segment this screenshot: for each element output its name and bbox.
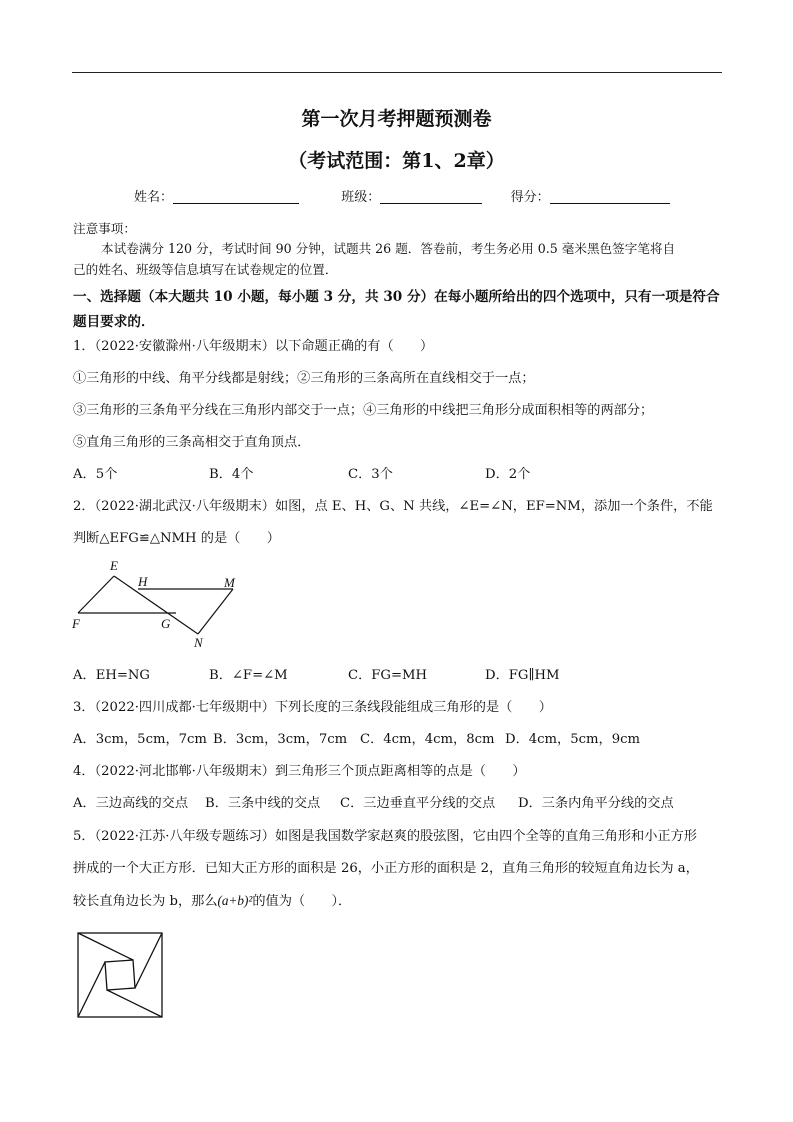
- exam-subtitle: （考试范围：第1、2章）: [288, 150, 505, 172]
- q2-option-a[interactable]: A．EH=NG: [73, 668, 150, 683]
- q4-stem: 4．（2022·河北邯郸·八年级期末）到三角形三个顶点距离相等的点是（ ）: [73, 764, 526, 779]
- q1-option-b[interactable]: B．4个: [209, 467, 254, 482]
- section-heading-line-1: 一、选择题（本大题共 10 小题，每小题 3 分，共 30 分）在每小题所给出的四个选项中，只有一项是符合: [73, 289, 720, 305]
- label-f: F: [72, 616, 80, 631]
- q3-stem: 3．（2022·四川成都·七年级期中）下列长度的三条线段能组成三角形的是（ ）: [73, 700, 552, 715]
- q5-line-3: [73, 890, 351, 909]
- q1-option-c[interactable]: C．3个: [348, 467, 393, 482]
- score-field[interactable]: [550, 189, 670, 204]
- q2-stem-line-1: 2．（2022·湖北武汉·八年级期末）如图，点 E、H、G、N 共线，∠E=∠N，EF=NM，添加一个条件，不能: [73, 499, 713, 514]
- class-label: 班级：: [341, 190, 381, 205]
- section-heading-line-2: 题目要求的．: [73, 314, 155, 330]
- q2-triangle-figure: [68, 556, 248, 651]
- student-info-row: [134, 186, 670, 205]
- q4-option-a[interactable]: A．三边高线的交点: [73, 796, 189, 811]
- name-field[interactable]: [173, 189, 299, 204]
- q1-stem: 1．（2022·安徽滁州·八年级期末）以下命题正确的有（ ）: [73, 339, 434, 354]
- q5-line-1: 5．（2022·江苏·八年级专题练习）如图是我国数学家赵爽的股弦图，它由四个全等的直角三角形和小正方形: [73, 829, 697, 844]
- label-n: N: [194, 635, 203, 650]
- label-m: M: [224, 575, 235, 590]
- q1-option-a[interactable]: A．5个: [73, 467, 118, 482]
- notes-heading: 注意事项：: [73, 221, 136, 236]
- q1-statement-1: ①三角形的中线、角平分线都是射线；②三角形的三条高所在直线相交于一点；: [73, 371, 535, 386]
- q4-option-b[interactable]: B．三条中线的交点: [205, 796, 321, 811]
- header-rule: [72, 72, 722, 73]
- class-field[interactable]: [380, 189, 482, 204]
- label-g: G: [161, 616, 171, 631]
- q1-statement-3: ⑤直角三角形的三条高相交于直角顶点．: [73, 435, 311, 450]
- q4-option-d[interactable]: D．三条内角平分线的交点: [518, 796, 674, 811]
- q3-option-b[interactable]: B．3cm，3cm，7cm: [213, 732, 348, 747]
- q3-option-c[interactable]: C．4cm，4cm，8cm: [360, 732, 495, 747]
- name-label: 姓名：: [134, 190, 174, 205]
- label-h: H: [138, 574, 148, 589]
- q2-option-d[interactable]: D．FG∥HM: [485, 668, 560, 683]
- q3-option-d[interactable]: D．4cm，5cm，9cm: [505, 732, 640, 747]
- q3-option-a[interactable]: A．3cm，5cm，7cm: [73, 732, 207, 747]
- exam-title: 第一次月考押题预测卷: [301, 108, 492, 130]
- q5-line-2: 拼成的一个大正方形．已知大正方形的面积是 26，小正方形的面积是 2，直角三角形的较短直角边长为 a，: [73, 861, 699, 876]
- notes-line-2: 己的姓名、班级等信息填写在试卷规定的位置．: [73, 262, 338, 277]
- score-label: 得分：: [510, 190, 550, 205]
- label-e: E: [110, 558, 118, 573]
- q2-stem-line-2: 判断△EFG≌△NMH 的是（ ）: [73, 531, 280, 546]
- q5-expression: (a+b)²: [217, 893, 253, 908]
- notes-line-1: 本试卷满分 120 分，考试时间 90 分钟，试题共 26 题．答卷前，考生务必用 0.5 毫米黑色签字笔将自: [101, 241, 676, 256]
- q5-line-3-text: 较长直角边长为 b，那么: [73, 894, 218, 909]
- q2-option-b[interactable]: B．∠F=∠M: [209, 668, 288, 683]
- q5-pinwheel-figure: [76, 931, 168, 1023]
- q5-line-3-tail: 的值为（ ）．: [252, 894, 352, 909]
- q2-option-c[interactable]: C．FG=MH: [348, 668, 428, 683]
- q4-option-c[interactable]: C．三边垂直平分线的交点: [340, 796, 496, 811]
- q1-statement-2: ③三角形的三条角平分线在三角形内部交于一点；④三角形的中线把三角形分成面积相等的两部分；: [73, 403, 654, 418]
- q1-option-d[interactable]: D．2个: [485, 467, 531, 482]
